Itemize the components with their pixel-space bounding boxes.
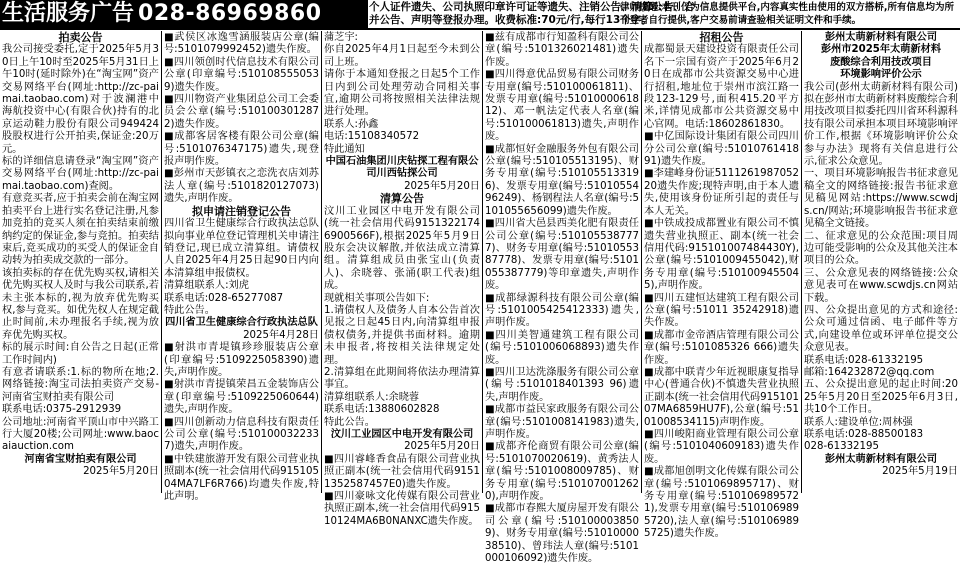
ad-entry: ■射洪市青堤镇珍珍服装店公章(印章编号:5109225058390)遗失,声明作废。	[164, 342, 319, 378]
service-notice-line-1: 个人证件遗失、公司执照印章许可证等遗失、注销公告、清算公告、合	[369, 1, 695, 13]
ad-date: 2025年5月20日	[404, 180, 480, 192]
ad-headline: 拟申请注销登记公告	[192, 204, 291, 218]
page-header	[0, 0, 960, 30]
ad-entry: 联系电话:028-61332195	[804, 354, 924, 366]
ad-entry: 电话:15108340572	[324, 131, 420, 143]
ad-entry: ■成都旭创明文化传媒有限公司公章(编号:5101069895717)、财务专用章(编号:5101069895721),发票专用章(编号:5101069895720),法人章(编号:5101069895725)遗失作废。	[644, 466, 799, 540]
ad-entry: ■四川豪咏文化传媒有限公司营业执照正副本,统一社会信用代码91510124MA6B0NANXC遗失作废。	[324, 491, 480, 527]
ad-entry: ■四川得意优品贸易有限公司财务专用章(编号:510100061811)、发票专用章(编号:5101000061812)、邓一帆法定代表人名章(编号:510100061813)遗失,声明作废。	[485, 69, 639, 143]
ad-signature: 汶川工业园区中电开发有限公司	[330, 429, 474, 440]
ad-entry: 一、项目环境影响报告书征求意见稿全文的网络链接:报告书征求意见稿见网站:https://www.scwdjs.cn/网站;环境影响报告书征求意见稿全文链接。	[804, 168, 958, 230]
ad-entry: ■四川睿峰香食品有限公司营业执照正副本(统一社会信用代码91511352587457E0)遗失作废。	[324, 453, 480, 490]
hotline-phone: 028-86969860	[138, 1, 322, 26]
ad-entry: 公司地址:河南省平顶山市中兴路工行大厦20楼;公司网址:www.baocaiauction.com	[2, 416, 159, 453]
ad-entry: ■中铁成投成都置业有限公司不慎遗失营业执照正、副本(统一社会信用代码:915101007484430Y),公章(编号:5101009455042),财务专用章(编号:5101009455045),声明作废。	[644, 218, 799, 292]
ad-entry: 联系人:孙鑫	[324, 118, 379, 130]
ad-entry: 028-61332195	[804, 441, 879, 453]
ad-date: 2025年5月20日	[404, 441, 480, 453]
ad-headline: 清算公告	[380, 192, 424, 206]
ad-entry: 特此公告。	[164, 304, 215, 316]
ad-date: 2025年5月19日	[882, 466, 958, 478]
ad-column-3	[321, 31, 482, 527]
ad-column-5	[641, 31, 801, 540]
ad-entry: ■中亿国际设计集团有限公司四川分公司公章(编号:5101076141891)遗失作废。	[644, 131, 799, 168]
ad-entry: 二、征求意见的公众范围:项目周边可能受影响的公众及其他关注本项目的公众。	[804, 230, 958, 267]
ad-entry: ■四川峻阳商业管理有限公司公章(编号:5101040609183)遗失作废。	[644, 429, 799, 465]
ad-signature: 环境影响评价公示	[840, 69, 922, 81]
ad-entry: ■四川美智通建筑工程有限公司(编号:5101006068893)遗失作废。	[485, 329, 639, 366]
ad-entry: ■成都市春熙大厦房屋开发有限公司公章(编号:5101000038509)、财务专用章(编号:5101000038510)、曾玮法人章(编号:5101000106092)遗失作废。	[485, 503, 639, 565]
ad-entry: ■四川创新动力信息科技有限责任公司公章(编号:5101000322337)遗失,声明作废。	[164, 416, 319, 453]
ad-entry: 有意竞买者,应于拍卖会前在淘宝网拍卖平台上进行实名登记注册,凡参加竞拍的竞买人须在拍卖结束前缴纳约定的保证金,参与竞拍。拍卖结束后,竞买成功的买受人的保证金自动转为拍卖成交款的一部分。	[2, 193, 159, 267]
ad-entry: 1.请债权人及债务人自本公告首次见报之日起45日内,向清算组申报债权债务,并提供书面材料。逾期未申报者,将按相关法律规定处理。	[324, 304, 480, 366]
ad-date: 2025年4月28日	[243, 329, 319, 341]
ad-entry: ■成都客居客楼有限公司公章(编号:5101076347175)遗失,现登报声明作废。	[164, 131, 319, 168]
ad-entry: ■成都市金帝酒店管理有限公司公章(编号:5101085326 666)遗失作废。	[644, 329, 799, 366]
ad-entry: 清算组联系人:余晓蓉	[324, 391, 420, 403]
ad-entry: ■成都中联青少年近视眼康复指导中心(普通合伙)不慎遗失营业执照正副本(统一社会信用代码91510107MA6859HU7F),公章(编号:5101008534115)声明作废。	[644, 366, 799, 428]
ad-entry: 你自2025年4月1日起至今未到公司上班。	[324, 44, 480, 68]
ad-entry: 三、公众意见表的网络链接:公众意见表可在www.scwdjs.cn网站下载。	[804, 267, 958, 304]
ad-signature: 废酸综合利用技改项目	[830, 56, 932, 68]
ad-entry: 四川省卫生健康综合行政执法总队拟向事业单位登记管理机关申请注销登记,现已成立清算组。请债权人自2025年4月25日起90日内向本清算组申报债权。	[164, 218, 319, 279]
ad-signature: 彭州市2025年太萌新材料	[820, 44, 942, 56]
lawyer-reminder-line-2: 刊登者自行提供,客户交易前请查验相关证明文件和手续。	[620, 15, 862, 26]
ad-entry: 联系电话:028-88500183	[804, 429, 924, 440]
ad-signature: 河南省宝财拍卖有限公司	[24, 453, 137, 465]
ad-entry: 成都蜀景天建设投资有限责任公司名下一宗国有资产于2025年6月20日在成都市公共资源交易中心进行招租,地址位于崇州市滨江路一段123-129号,面积415.20平方米,详情见成都市公共资源交易中心官网。电话:18602861830。	[644, 44, 799, 130]
ad-entry: 五、公众提出意见的起止时间:2025年5月20日至2025年6月3日,共10个工作日。	[804, 379, 958, 416]
ad-entry: ■射洪市青提镇荣昌五金装饰店公章(印章编号:5109225060644)遗失,声明作废。	[164, 379, 319, 416]
ad-entry: 清算组联系人:刘虎	[164, 280, 249, 292]
ad-entry: ■四川物资产业集团总公司工会委员会公章(编号:5101003012872)遗失作废。	[164, 94, 319, 130]
ad-entry: 该拍卖标的存在优先购买权,请相关优先购买权人及时与我公司联系,若未主张本标的,视为放弃优先购买权,参与竞买。如优先权人在规定截止时间前,未办理报名手续,视为放弃优先购买权。	[2, 267, 159, 341]
service-notice-line-2: 并公告、声明等登报办理。收费标准:70元/行,每行13个字。	[369, 14, 652, 26]
ad-entry: ■兹有成都市行知盈科有限公司公章(编号:5101326021481)遗失作废。	[485, 32, 639, 68]
ad-entry: ■四川卫达洗涤服务有限公司公章(编号:5101018401393 96)遗失,声明作废。	[485, 366, 639, 403]
ad-entry: 联系电话:028-65277087	[164, 292, 284, 304]
ad-column-2	[161, 31, 321, 503]
ad-entry: 我公司(彭州太萌新材料有限公司)拟在彭州市太萌新材料废酸综合利用技改项目拟委托四川省环科源科技有限公司承担本项目环境影响评价工作,根据《环境影响评价公众参与办法》现将有关信息进行公示,征求公众意见。	[804, 81, 958, 168]
ad-columns	[0, 31, 960, 565]
ad-entry: ■四川领创时代信息技术有限公司公章(印章编号:5101085550539)遗失作废。	[164, 56, 319, 93]
ad-entry: ■中铁建旅游开发有限公司营业执照副本(统一社会信用代码91510504MA7LF6R766)均遗失作废,特此声明。	[164, 453, 319, 503]
ad-entry: 联系人:建设单位:周林强	[804, 416, 913, 428]
ad-column-6	[801, 31, 960, 493]
ad-entry: 联系电话:13880602828	[324, 404, 440, 416]
ad-entry: 请你于本通知登报之日起5个工作日内到公司处理劳动合同相关事宜,逾期公司将按照相关法律法规进行处理。	[324, 69, 480, 118]
ad-entry: ■四川五建恒达建筑工程有限公司公章(编号:51011 35242918)遗失作废。	[644, 292, 799, 329]
ad-entry: 蒲芝宇:	[324, 32, 358, 43]
ad-date: 2025年5月20日	[83, 466, 159, 478]
ad-entry: 标的详细信息请登录“淘宝网”资产交易网络平台(网址:http://zc-paimai.taobao.com)查阅。	[2, 156, 159, 192]
ad-entry: ■成都齐伦商贸有限公司公章(编号:5101070020619)、黄秀法人章(编号:5101008009785)、财务专用章(编号:5101070012620),声明作废。	[485, 441, 639, 503]
lawyer-reminder	[620, 1, 960, 27]
ad-entry: ■四川省大邑县西美化肥有限责任公司公章(编号:5101055387777)、财务专用章(编号:5101055387778)、发票专用章(编号:5101055387779)等印章遗失,声明作废。	[485, 218, 639, 292]
lawyer-reminder-line-1: 律师提醒:本刊仅为信息提供平台,内容真实性由使用的双方搭桥,所有信息均为所	[620, 2, 955, 13]
ad-entry: ■成都绿源科技有限公司公章(编号:5101005425412333)遗失,声明作废。	[485, 292, 639, 329]
ad-entry: ■彭州市天彭镇衣之恋洗衣店刘苏法人章(编号:5101820127073)遗失,声明作废。	[164, 168, 319, 205]
ad-entry: ■武侯区冰逸雪涵服装店公章(编号:5101079992452)遗失作废。	[164, 32, 319, 56]
ad-headline: 招租公告	[699, 31, 744, 44]
ad-entry: 邮箱:164232872@qq.com	[804, 366, 935, 378]
ad-headline: 拍卖公告	[58, 31, 103, 44]
ad-signature: 彭州太萌新材料有限公司	[824, 32, 938, 43]
ad-entry: 有意者请联系:1.标的物所在地;2.网络链接:淘宝司法拍卖资产交易-河南省宝财拍卖有限公司	[2, 366, 159, 403]
ad-column-4	[482, 31, 641, 565]
ad-signature: 彭州太萌新材料有限公司	[824, 453, 938, 465]
ad-entry: 联系电话:0375-2912939	[2, 404, 122, 416]
ad-entry: ■成都恒好金融服务外包有限公司公章(编号:510105513195)、财务专用章(编号:5101055133196)、发票专用章(编号:5101055496249)、杨钢程法人名章(编号:5101055656099)遗失作废。	[485, 143, 639, 217]
ad-entry: 现就相关事项公告如下:	[324, 292, 430, 304]
service-notice	[369, 1, 695, 27]
ad-entry: 特此通知	[324, 143, 365, 155]
ad-entry: ■成都市益民家政服务有限公司公章(编号:5101008141983)遗失,声明作废。	[485, 404, 639, 440]
ad-entry: ■李建峰身份证511126198705220遗失作废;现特声明,由于本人遗失,使用该身份证所引起的责任与本人无关。	[644, 168, 800, 217]
ad-entry: 我公司接受委托,定于2025年5月30日上午10时至2025年5月31日上午10时(延时除外)在“淘宝网”资产交易网络平台(网址:http://zc-paimai.taobao.com)对于波澜港中海航投资中心(有限合伙)持有的北京运动鞋力股份有限公司949424股股权进行公开拍卖,保证金:20万元。	[2, 44, 159, 155]
ad-entry: 特此公告。	[324, 416, 375, 428]
ad-signature: 中国石油集团川庆钻探工程有限公司川西钻探公司	[325, 156, 479, 180]
section-title: 生活服务广告	[2, 1, 135, 26]
section-title-banner	[0, 0, 368, 28]
ad-entry: 2.清算组在此期间将依法办理清算事宜。	[324, 366, 480, 391]
ad-entry: 汶川工业园区中电开发有限公司(统一社会信用代码91513221746900566F),根据2025年5月9日股东会决议解散,并依法成立清算组。清算组成员由张宝山(负责人)、余晓蓉、张涌(职工代表)组成。	[324, 205, 480, 292]
ad-entry: 四、公众提出意见的方式和途径:公众可通过信函、电子邮件等方式,向建设单位或环评单位提交公众意见表。	[804, 304, 958, 354]
ad-column-1	[0, 31, 161, 493]
ad-signature: 四川省卫生健康综合行政执法总队	[165, 317, 318, 329]
ad-entry: 标的展示时间:自公告之日起(正常工作时间内)	[2, 342, 159, 366]
